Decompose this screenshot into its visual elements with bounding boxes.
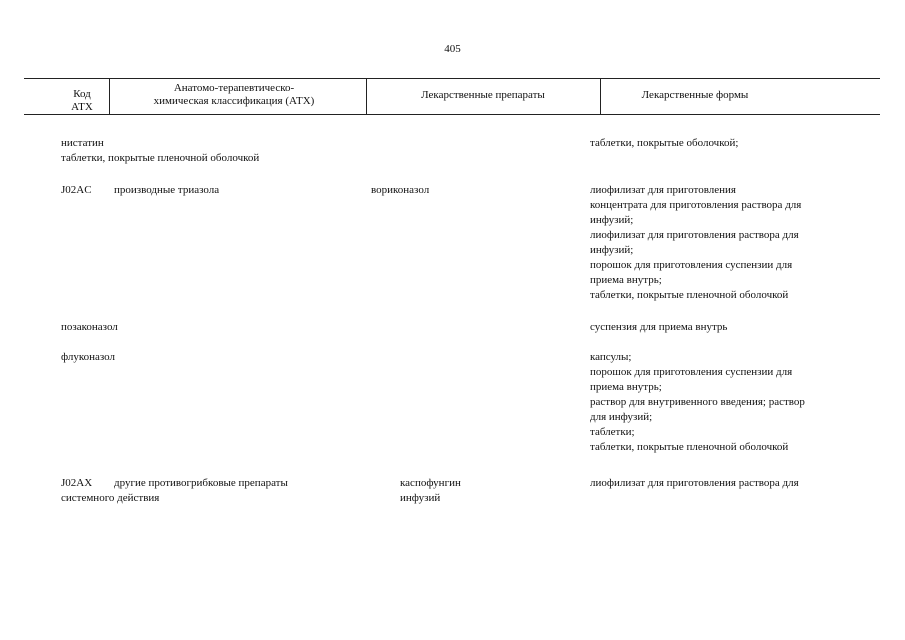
header-bottom-rule <box>24 114 880 115</box>
header-top-rule <box>24 78 880 79</box>
dosage-forms: таблетки, покрытые оболочкой; <box>590 137 739 149</box>
dosage-forms: лиофилизат для приготовления раствора для <box>590 477 799 489</box>
drug-name: вориконазол <box>371 184 430 196</box>
drug-name: каспофунгин <box>400 477 461 489</box>
dosage-forms: капсулы; порошок для приготовления суспензии для приема внутрь; раствор для внутривенного введения; раствор для инфузий; таблетки; таблетки, покрытые пленочной оболочкой <box>590 351 805 453</box>
header-classification: Анатомо-терапевтическо- химическая классификация (АТХ) <box>153 82 315 107</box>
dosage-forms: суспензия для приема внутрь <box>590 321 728 333</box>
header-forms: Лекарственные формы <box>641 89 749 101</box>
drug-name: позаконазол <box>61 321 118 333</box>
header-code: Код АТХ <box>71 88 93 113</box>
atc-classification: производные триазола <box>114 184 220 196</box>
drug-name-cont: инфузий <box>400 492 441 504</box>
drug-form-note: таблетки, покрытые пленочной оболочкой <box>61 152 260 164</box>
atc-classification-cont: системного действия <box>61 492 160 504</box>
drug-name: флуконазол <box>61 351 116 363</box>
drug-name: нистатин <box>61 137 104 149</box>
header-drugs: Лекарственные препараты <box>421 89 545 101</box>
atc-classification: другие противогрибковые препараты <box>114 477 288 489</box>
page-number: 405 <box>444 43 461 55</box>
atc-code: J02AX <box>61 477 93 489</box>
atc-code: J02AC <box>61 184 92 196</box>
dosage-forms: лиофилизат для приготовления концентрата для приготовления раствора для инфузий; лиофилизат для приготовления раствора для инфузий; порошок для приготовления суспензии для приема внутрь; таблетки, покрытые пленочной оболочкой <box>590 184 802 301</box>
